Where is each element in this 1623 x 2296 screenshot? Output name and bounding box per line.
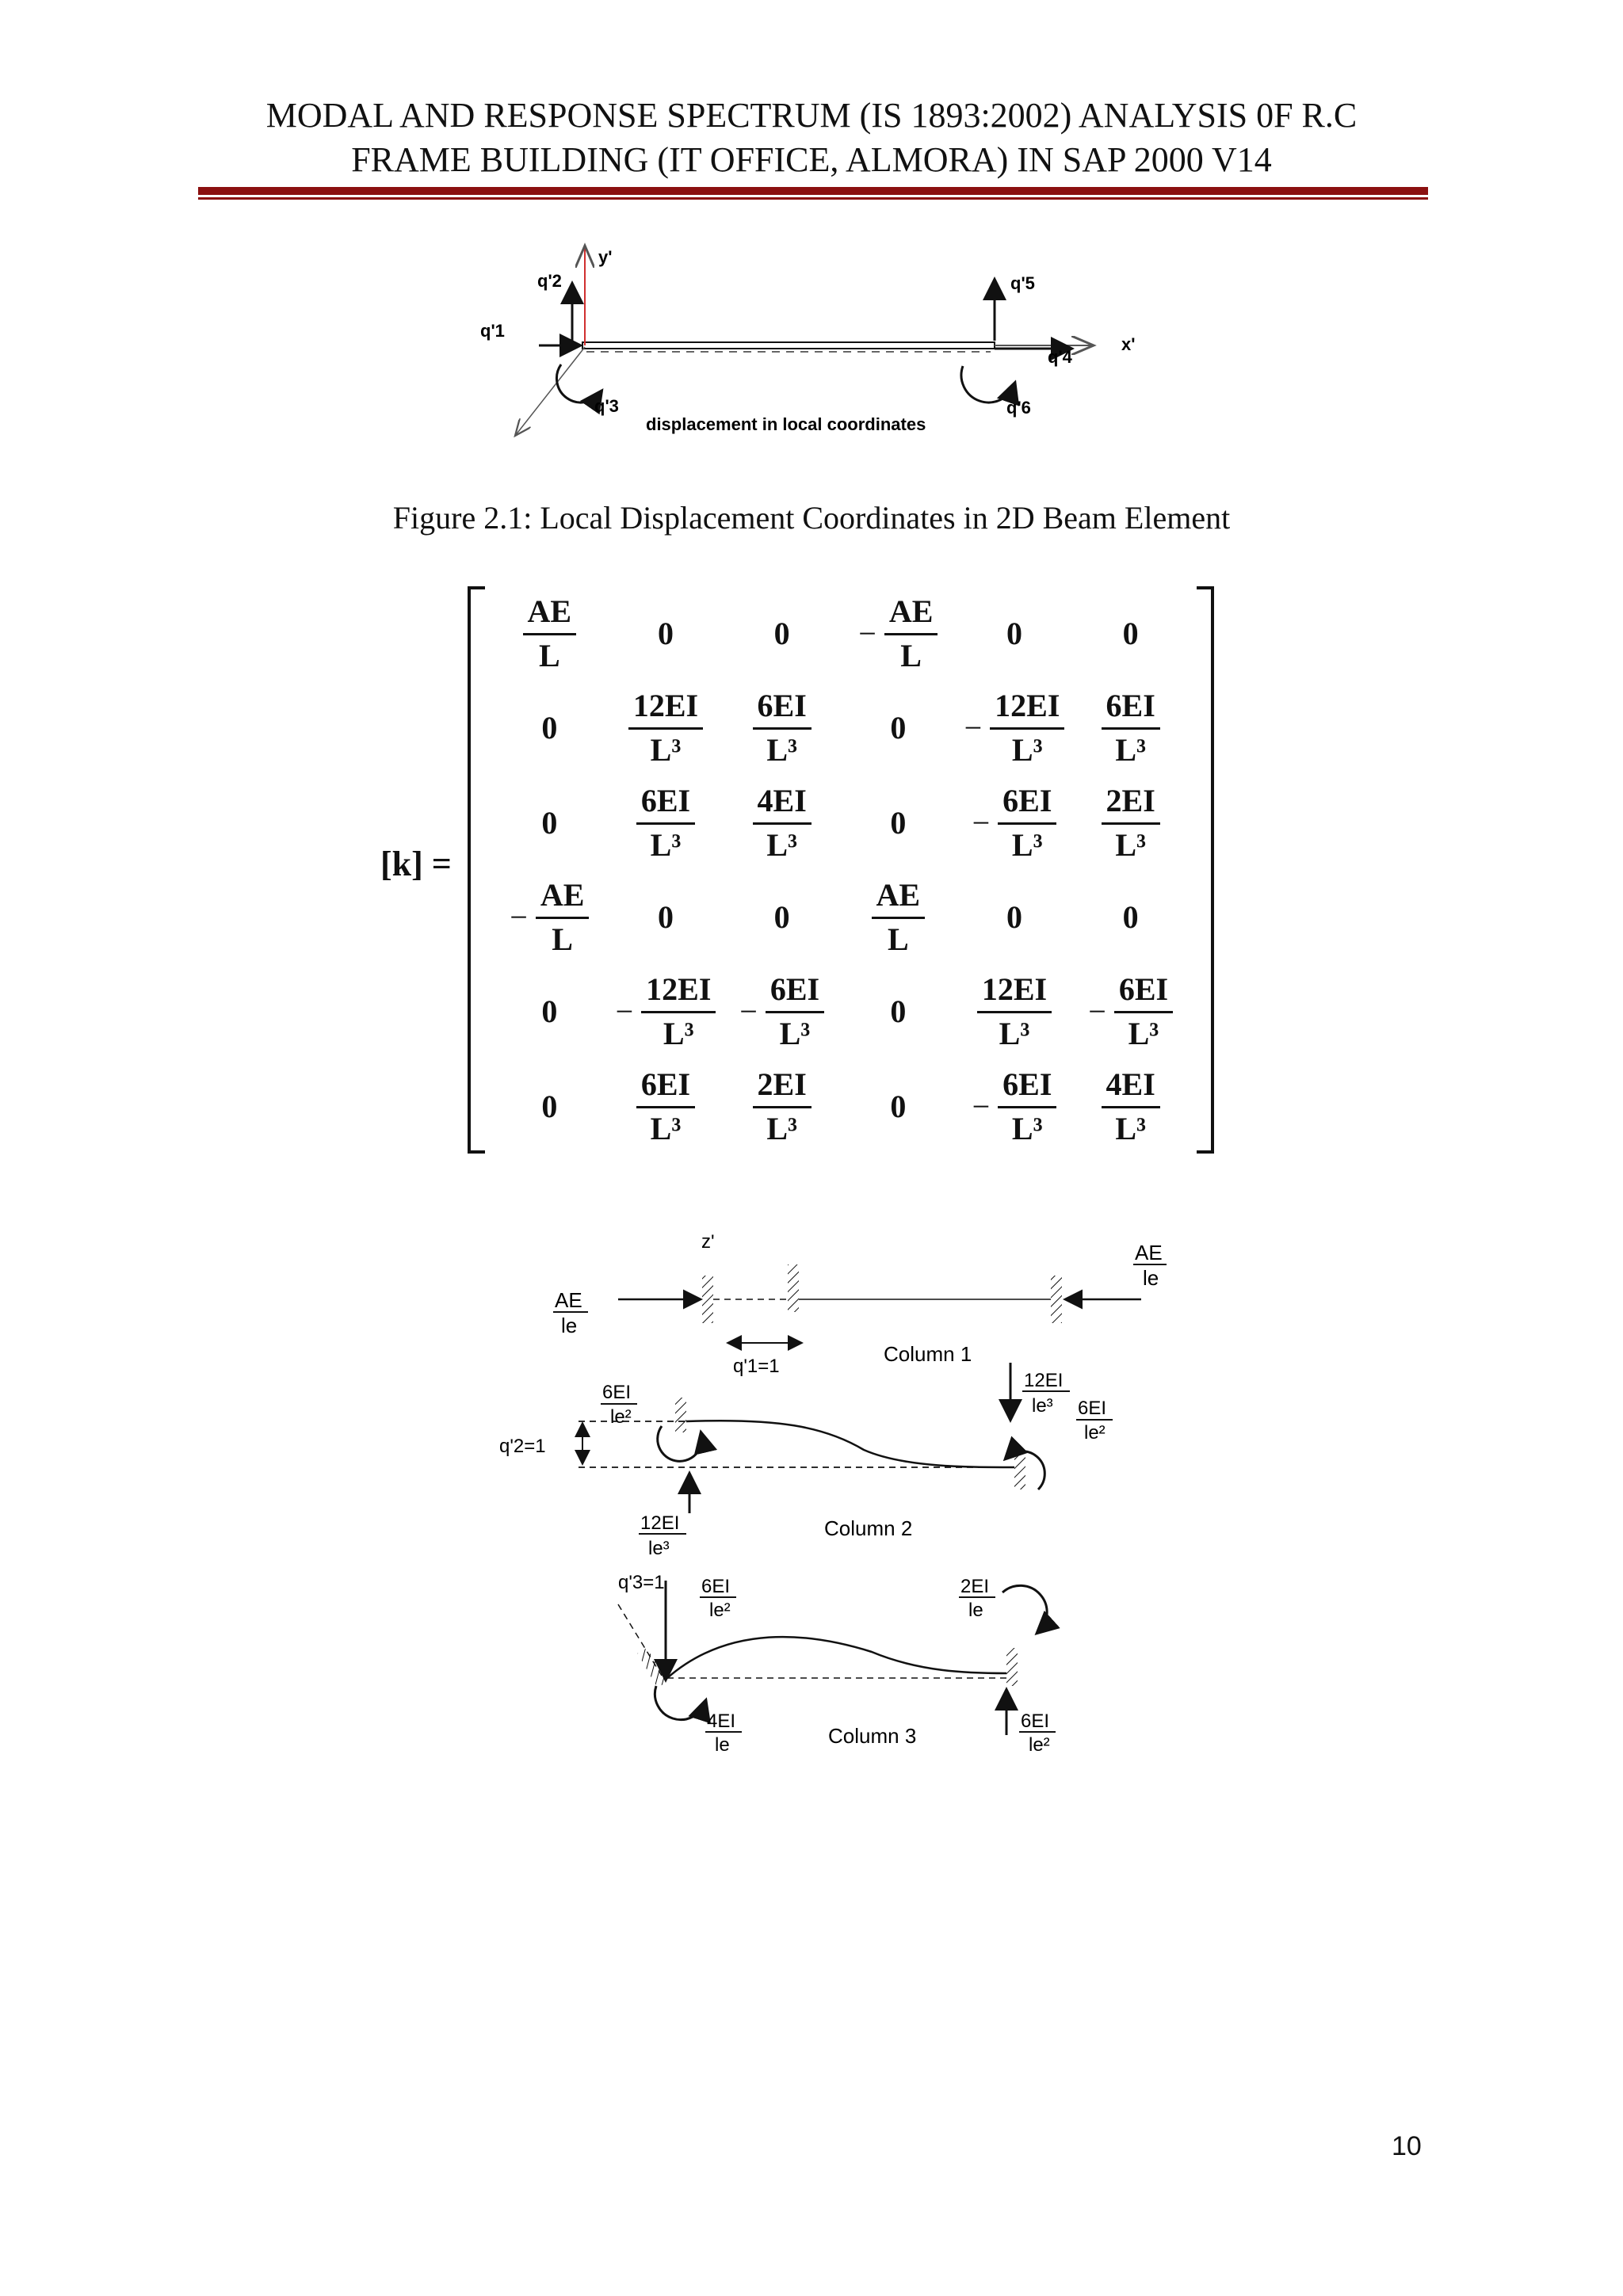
c2-12ei-right: 12EI xyxy=(1024,1370,1064,1391)
matrix-cell xyxy=(840,586,957,681)
matrix-sign: − xyxy=(964,710,983,746)
fraction-numerator: 6EI xyxy=(636,782,695,825)
matrix-value: 0 xyxy=(890,994,907,1030)
matrix-value: 0 xyxy=(1006,616,1022,652)
matrix-label: [k] = xyxy=(380,845,452,883)
matrix-cell xyxy=(724,964,840,1058)
matrix-value: 0 xyxy=(890,1088,907,1124)
y-axis-label: y' xyxy=(598,247,613,267)
matrix-cell xyxy=(957,776,1073,870)
ae-left-num: AE xyxy=(555,1288,582,1312)
matrix-cell xyxy=(491,964,608,1058)
matrix-cell xyxy=(1072,586,1189,681)
fraction-denominator: L³ xyxy=(766,1110,797,1146)
ae-left-den: le xyxy=(561,1314,578,1337)
c3-le-top: le xyxy=(968,1600,983,1621)
matrix-cell xyxy=(957,870,1073,964)
x-axis-label: x' xyxy=(1121,334,1136,354)
matrix-cell xyxy=(608,776,724,870)
fraction-numerator: 2EI xyxy=(1102,782,1160,825)
q3-eq-label: q'3=1 xyxy=(618,1572,665,1593)
fraction-numerator: AE xyxy=(523,593,577,635)
page-header xyxy=(190,93,1433,182)
fraction-numerator: 12EI xyxy=(628,687,703,730)
matrix-sign: − xyxy=(739,994,758,1030)
fraction-denominator: L xyxy=(900,638,922,674)
fraction-numerator: 4EI xyxy=(1102,1066,1160,1108)
header-rule-thin xyxy=(198,197,1428,200)
matrix-fraction xyxy=(753,1066,812,1147)
matrix-fraction xyxy=(1102,1066,1160,1147)
matrix-cell xyxy=(724,870,840,964)
c3-6ei-bottom: 6EI xyxy=(1021,1711,1050,1732)
c3-le2-top: le² xyxy=(709,1600,731,1621)
fraction-denominator: L³ xyxy=(999,1016,1030,1052)
fraction-numerator: 6EI xyxy=(1102,687,1160,730)
header-line-1: MODAL AND RESPONSE SPECTRUM (IS 1893:2002) ANALYSIS 0F R.C xyxy=(265,96,1358,135)
c3-le-bottom: le xyxy=(715,1734,730,1756)
matrix-cell xyxy=(840,870,957,964)
matrix-sign: − xyxy=(972,804,991,841)
q2-label: q'2 xyxy=(537,271,562,291)
q1-label: q'1 xyxy=(480,321,505,341)
fraction-numerator: 6EI xyxy=(753,687,812,730)
matrix-cell xyxy=(1072,964,1189,1058)
matrix-fraction xyxy=(641,971,716,1052)
matrix-fraction xyxy=(872,876,926,958)
matrix-value: 0 xyxy=(541,804,558,841)
matrix-cell xyxy=(724,1059,840,1154)
fraction-denominator: L³ xyxy=(1115,1110,1146,1146)
matrix-value: 0 xyxy=(657,616,674,652)
matrix-fraction xyxy=(636,1066,695,1147)
matrix-cell xyxy=(957,964,1073,1058)
figure-inner-text: displacement in local coordinates xyxy=(646,414,926,434)
matrix-grid xyxy=(491,586,1189,1154)
q2-eq-label: q'2=1 xyxy=(499,1436,546,1457)
fraction-denominator: L³ xyxy=(1011,826,1043,863)
matrix-fraction xyxy=(628,687,703,769)
matrix-cell xyxy=(608,964,724,1058)
matrix-cell xyxy=(1072,681,1189,775)
fraction-numerator: 12EI xyxy=(641,971,716,1013)
column-3-label: Column 3 xyxy=(828,1724,917,1748)
matrix-value: 0 xyxy=(1122,616,1139,652)
header-rule xyxy=(198,187,1428,195)
matrix-fraction xyxy=(766,971,824,1052)
fraction-denominator: L³ xyxy=(766,826,797,863)
matrix-sign: − xyxy=(1088,994,1106,1030)
fraction-numerator: AE xyxy=(884,593,938,635)
matrix-sign: − xyxy=(858,616,876,652)
column-1-label: Column 1 xyxy=(884,1342,972,1366)
matrix-cell xyxy=(840,1059,957,1154)
matrix-cell xyxy=(491,870,608,964)
matrix-value: 0 xyxy=(1122,899,1139,936)
matrix-cell xyxy=(491,586,608,681)
fraction-numerator: 6EI xyxy=(998,1066,1056,1108)
fraction-denominator: L³ xyxy=(766,732,797,769)
q1-eq-label: q'1=1 xyxy=(733,1356,780,1377)
matrix-value: 0 xyxy=(773,899,790,936)
c2-le2: le² xyxy=(610,1406,632,1428)
column-deformation-figure xyxy=(491,1220,1173,1767)
matrix-fraction xyxy=(998,1066,1056,1147)
matrix-cell xyxy=(957,586,1073,681)
matrix-sign: − xyxy=(972,1088,991,1124)
fraction-numerator: AE xyxy=(536,876,590,919)
fraction-numerator: AE xyxy=(872,876,926,919)
fraction-numerator: 6EI xyxy=(998,782,1056,825)
matrix-cell xyxy=(724,681,840,775)
c3-le2-bottom: le² xyxy=(1029,1734,1050,1756)
matrix-cell xyxy=(724,586,840,681)
matrix-cell xyxy=(608,586,724,681)
c3-2ei: 2EI xyxy=(960,1576,990,1597)
c2-le3-right: le³ xyxy=(1032,1395,1053,1417)
fraction-numerator: 2EI xyxy=(753,1066,812,1108)
matrix-cell xyxy=(1072,870,1189,964)
matrix-fraction xyxy=(536,876,590,958)
matrix-sign: − xyxy=(615,994,634,1030)
fraction-denominator: L xyxy=(887,921,909,958)
matrix-value: 0 xyxy=(541,1088,558,1124)
matrix-fraction xyxy=(636,782,695,864)
matrix-cell xyxy=(840,964,957,1058)
stiffness-matrix xyxy=(380,586,1252,1157)
fraction-numerator: 6EI xyxy=(1114,971,1173,1013)
fraction-denominator: L³ xyxy=(1128,1016,1159,1052)
matrix-fraction xyxy=(977,971,1052,1052)
matrix-fraction xyxy=(990,687,1064,769)
matrix-value: 0 xyxy=(541,994,558,1030)
matrix-cell xyxy=(608,1059,724,1154)
matrix-cell xyxy=(957,681,1073,775)
matrix-fraction xyxy=(753,782,812,864)
header-line-2: FRAME BUILDING (IT OFFICE, ALMORA) IN SAP 2000 V14 xyxy=(351,140,1272,179)
matrix-cell xyxy=(724,776,840,870)
q4-label: q'4 xyxy=(1048,347,1072,367)
fraction-numerator: 4EI xyxy=(753,782,812,825)
fraction-denominator: L³ xyxy=(1011,1110,1043,1146)
matrix-value: 0 xyxy=(1006,899,1022,936)
q3-label: q'3 xyxy=(594,396,619,416)
fraction-denominator: L³ xyxy=(1115,732,1146,769)
c2-6ei: 6EI xyxy=(602,1382,632,1403)
matrix-left-bracket xyxy=(468,586,485,1154)
fraction-denominator: L xyxy=(552,921,573,958)
matrix-value: 0 xyxy=(657,899,674,936)
matrix-fraction xyxy=(884,593,938,674)
fraction-denominator: L³ xyxy=(663,1016,694,1052)
c3-4ei: 4EI xyxy=(707,1711,736,1732)
z-label: z' xyxy=(701,1231,715,1253)
matrix-cell xyxy=(957,1059,1073,1154)
fraction-numerator: 12EI xyxy=(977,971,1052,1013)
fraction-numerator: 6EI xyxy=(766,971,824,1013)
fraction-denominator: L³ xyxy=(779,1016,811,1052)
matrix-cell xyxy=(1072,1059,1189,1154)
fraction-denominator: L³ xyxy=(650,826,682,863)
matrix-cell xyxy=(491,681,608,775)
page-number: 10 xyxy=(1392,2131,1422,2161)
matrix-sign: − xyxy=(510,899,528,936)
c2-le2-right: le² xyxy=(1084,1422,1106,1444)
matrix-cell xyxy=(608,681,724,775)
q6-label: q'6 xyxy=(1006,398,1031,418)
fraction-denominator: L³ xyxy=(650,732,682,769)
matrix-fraction xyxy=(998,782,1056,864)
fraction-numerator: 6EI xyxy=(636,1066,695,1108)
c2-12ei-left: 12EI xyxy=(640,1512,680,1534)
matrix-cell xyxy=(491,776,608,870)
beam-element xyxy=(582,342,995,349)
matrix-fraction xyxy=(1102,782,1160,864)
matrix-cell xyxy=(840,681,957,775)
column-2-label: Column 2 xyxy=(824,1516,913,1540)
q5-label: q'5 xyxy=(1010,273,1035,293)
ae-right-den: le xyxy=(1143,1266,1159,1290)
matrix-cell xyxy=(840,776,957,870)
c2-6ei-right: 6EI xyxy=(1078,1398,1107,1419)
beam-displacement-figure xyxy=(468,230,1165,452)
matrix-fraction xyxy=(1114,971,1173,1052)
c3-6ei-top: 6EI xyxy=(701,1576,731,1597)
fraction-denominator: L³ xyxy=(1115,826,1146,863)
ae-right-num: AE xyxy=(1135,1241,1163,1264)
fraction-denominator: L³ xyxy=(1011,732,1043,769)
matrix-value: 0 xyxy=(773,616,790,652)
fraction-numerator: 12EI xyxy=(990,687,1064,730)
matrix-cell xyxy=(1072,776,1189,870)
matrix-right-bracket xyxy=(1197,586,1214,1154)
c2-le3-left: le³ xyxy=(648,1538,670,1559)
matrix-fraction xyxy=(523,593,577,674)
fraction-denominator: L³ xyxy=(650,1110,682,1146)
matrix-fraction xyxy=(1102,687,1160,769)
matrix-value: 0 xyxy=(890,804,907,841)
figure-caption: Figure 2.1: Local Displacement Coordinates in 2D Beam Element xyxy=(392,500,1231,536)
matrix-fraction xyxy=(753,687,812,769)
fraction-denominator: L xyxy=(538,638,560,674)
matrix-cell xyxy=(608,870,724,964)
matrix-value: 0 xyxy=(541,710,558,746)
matrix-cell xyxy=(491,1059,608,1154)
matrix-value: 0 xyxy=(890,710,907,746)
